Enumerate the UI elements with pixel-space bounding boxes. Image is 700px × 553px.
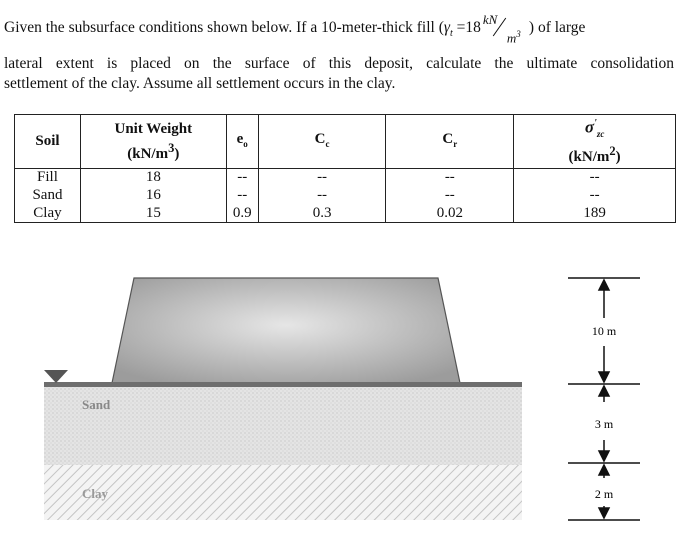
- dimension-arrows: [599, 280, 609, 518]
- header-unit-weight-unit: (kN/m: [127, 145, 169, 162]
- cell-sigma: --: [514, 169, 676, 187]
- dim-sand-arrow-down-head: [599, 451, 609, 461]
- problem-statement: [4, 14, 694, 94]
- header-sigma-close: ): [615, 149, 621, 166]
- header-unit-weight-power: 3: [168, 140, 175, 155]
- water-table-icon: [44, 370, 68, 383]
- header-unit-weight-line1: Unit Weight: [114, 120, 193, 137]
- cell-unit-weight: 16: [80, 187, 226, 205]
- header-unit-weight-close: ): [174, 145, 180, 162]
- ground-surface-line: [44, 382, 522, 387]
- header-unit-weight-line2: [81, 139, 226, 164]
- table-header-row: [15, 115, 676, 169]
- cell-cr: 0.02: [386, 205, 514, 223]
- cell-cc: 0.3: [258, 205, 386, 223]
- cell-unit-weight: 18: [80, 169, 226, 187]
- header-e0-sub: o: [243, 138, 248, 149]
- header-sigma-power: 2: [609, 144, 616, 159]
- cell-e0: --: [226, 187, 258, 205]
- table-row-fill: [15, 169, 676, 187]
- problem-text-end: ) of large: [528, 19, 586, 36]
- table-row-clay: [15, 205, 676, 223]
- sand-layer: [44, 387, 522, 465]
- gamma-subscript: t: [450, 28, 453, 40]
- cell-sigma: 189: [514, 205, 676, 223]
- header-e0: [226, 115, 258, 169]
- header-cc-main: C: [314, 130, 326, 147]
- header-sigma-sub: zc: [596, 129, 605, 140]
- dim-sand-arrow-up-head: [599, 386, 609, 396]
- header-sigma-main: σ: [584, 117, 595, 137]
- dim-clay-arrow-up-head: [599, 465, 609, 475]
- gamma-value: =18: [452, 19, 481, 36]
- header-sigma-unit-text: (kN/m: [568, 149, 610, 166]
- clay-label: Clay: [82, 486, 108, 501]
- unit-denominator-power: 3: [516, 29, 521, 39]
- table-row-sand: [15, 187, 676, 205]
- cell-e0: --: [226, 169, 258, 187]
- problem-text-start: Given the subsurface conditions shown below. If a 10-meter-thick fill (: [4, 19, 444, 36]
- fill-embankment: [112, 278, 460, 383]
- soil-properties-table: [14, 114, 676, 223]
- cell-unit-weight: 15: [80, 205, 226, 223]
- dim-fill-arrow-up-head: [599, 280, 609, 290]
- problem-line-1: [4, 14, 694, 44]
- problem-line-3: settlement of the clay. Assume all settlement occurs in the clay.: [4, 75, 396, 93]
- problem-line-2: lateral extent is placed on the surface of this deposit, calculate the ultimate consolidation: [4, 55, 674, 73]
- dim-clay-arrow-down-head: [599, 508, 609, 518]
- header-cc: [258, 115, 386, 169]
- header-sigma-unit: [514, 142, 675, 167]
- header-unit-weight: [80, 115, 226, 169]
- header-sigma-prime: ': [594, 117, 597, 129]
- unit-denominator-text: m: [506, 30, 517, 46]
- cell-sigma: --: [514, 187, 676, 205]
- dim-fill-arrow-down-head: [599, 372, 609, 382]
- dim-fill-label: 10 m: [591, 324, 617, 338]
- header-sigma-zc: [514, 115, 676, 169]
- header-cr-main: C: [442, 130, 454, 147]
- cell-cr: --: [386, 169, 514, 187]
- soil-profile-diagram: [0, 260, 700, 553]
- header-cr: [386, 115, 514, 169]
- dim-clay-label: 2 m: [594, 487, 614, 501]
- cell-e0: 0.9: [226, 205, 258, 223]
- dim-sand-label: 3 m: [594, 417, 614, 431]
- unit-fraction: [481, 12, 529, 46]
- header-soil: Soil: [15, 115, 81, 169]
- header-cc-sub: c: [325, 138, 330, 149]
- cell-cc: --: [258, 187, 386, 205]
- header-sigma-symbol: [514, 116, 675, 142]
- cell-cr: --: [386, 187, 514, 205]
- header-cr-sub: r: [453, 138, 458, 149]
- sand-label: Sand: [82, 397, 111, 412]
- unit-numerator: kN: [482, 12, 498, 27]
- cell-soil: Fill: [15, 169, 81, 187]
- clay-layer: [44, 465, 522, 520]
- unit-denominator: [507, 24, 521, 48]
- cell-soil: Sand: [15, 187, 81, 205]
- header-e0-main: e: [236, 130, 244, 147]
- cell-cc: --: [258, 169, 386, 187]
- cell-soil: Clay: [15, 205, 81, 223]
- gamma-symbol: γ: [443, 19, 450, 36]
